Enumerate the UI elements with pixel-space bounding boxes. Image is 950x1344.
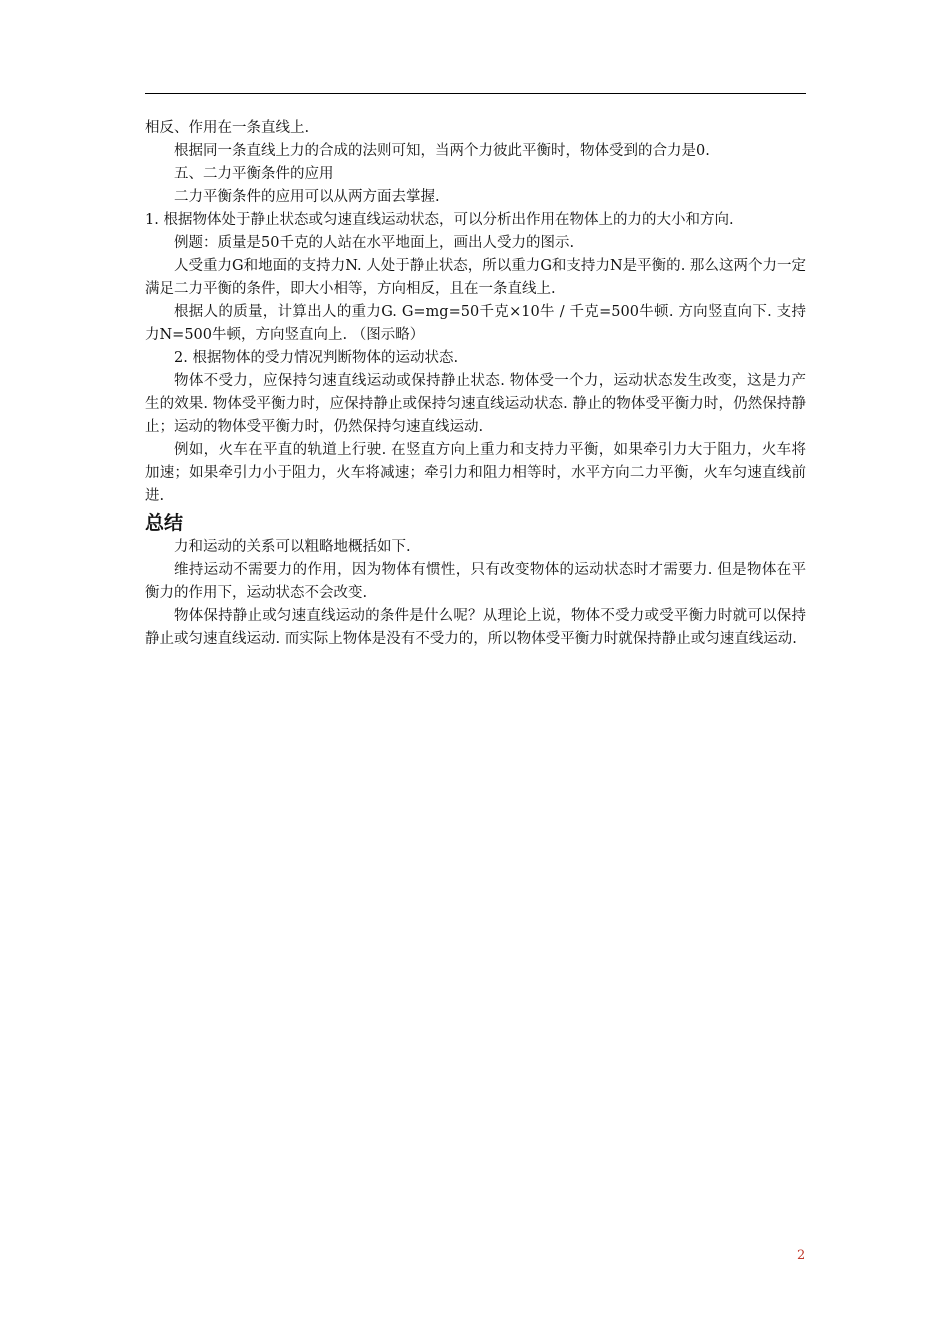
- paragraph: 力和运动的关系可以粗略地概括如下.: [174, 539, 411, 555]
- page-number: 2: [797, 1248, 806, 1263]
- section-title: 五、二力平衡条件的应用: [174, 166, 334, 182]
- paragraph: 物体不受力，应保持匀速直线运动或保持静止状态. 物体受一个力，运动状态发生改变，这是力产生的效果. 物体受平衡力时，应保持静止或保持匀速直线运动状态. 静止的物体受平衡力时，仍然保持静止；运动的物体受平衡力时，仍然保持匀速直线运动.: [145, 373, 806, 435]
- summary-heading: 总结: [145, 512, 184, 534]
- paragraph: 例题：质量是50千克的人站在水平地面上，画出人受力的图示.: [174, 235, 575, 251]
- paragraph: 物体保持静止或匀速直线运动的条件是什么呢？从理论上说，物体不受力或受平衡力时就可以保持静止或匀速直线运动. 而实际上物体是没有不受力的，所以物体受平衡力时就保持静止或匀速直线运动.: [145, 608, 806, 647]
- paragraph: 二力平衡条件的应用可以从两方面去掌握.: [174, 189, 440, 205]
- paragraph: 例如，火车在平直的轨道上行驶. 在竖直方向上重力和支持力平衡，如果牵引力大于阻力，火车将加速；如果牵引力小于阻力，火车将减速；牵引力和阻力相等时，水平方向二力平衡，火车匀速直线前进.: [145, 442, 806, 504]
- paragraph: 人受重力G和地面的支持力N. 人处于静止状态，所以重力G和支持力N是平衡的. 那么这两个力一定满足二力平衡的条件，即大小相等，方向相反，且在一条直线上.: [145, 258, 806, 297]
- document-body: [145, 117, 806, 651]
- paragraph: 根据同一条直线上力的合成的法则可知，当两个力彼此平衡时，物体受到的合力是0.: [174, 143, 710, 159]
- header-rule: [145, 93, 806, 94]
- numbered-item: 2. 根据物体的受力情况判断物体的运动状态.: [174, 350, 459, 366]
- paragraph: 维持运动不需要力的作用，因为物体有惯性，只有改变物体的运动状态时才需要力. 但是物体在平衡力的作用下，运动状态不会改变.: [145, 562, 806, 601]
- numbered-item: 1. 根据物体处于静止状态或匀速直线运动状态，可以分析出作用在物体上的力的大小和方向.: [145, 212, 734, 228]
- paragraph: 根据人的质量，计算出人的重力G. G=mg=50千克×10牛 / 千克=500牛顿. 方向竖直向下. 支持力N=500牛顿，方向竖直向上. （图示略）: [145, 304, 806, 343]
- paragraph: 相反、作用在一条直线上.: [145, 120, 310, 136]
